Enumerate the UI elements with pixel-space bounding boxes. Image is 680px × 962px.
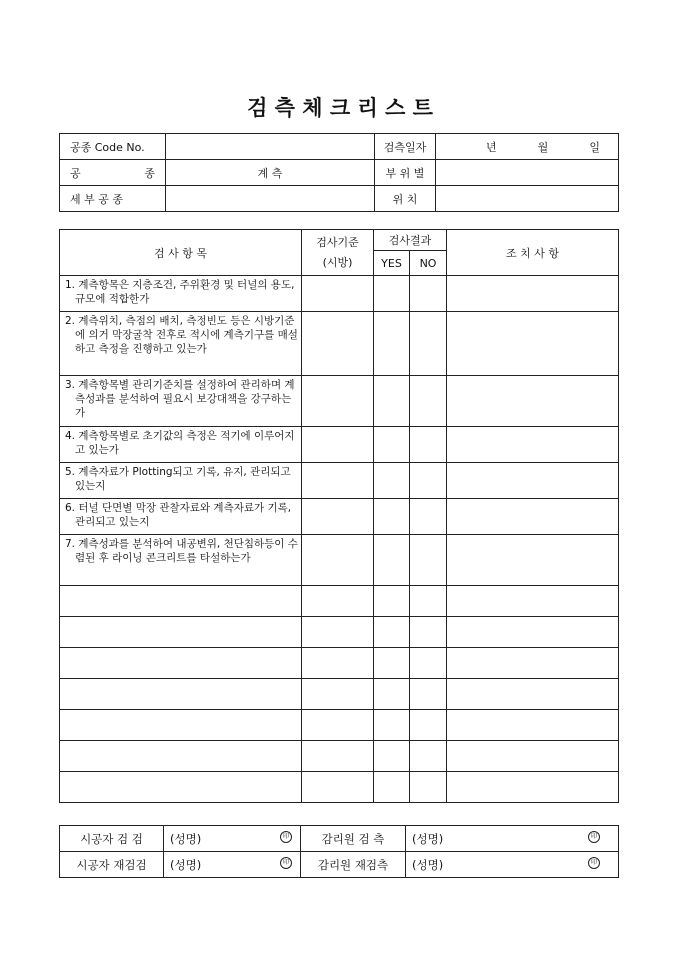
col-header-item: 검 사 항 목 [60, 230, 302, 276]
yes-cell[interactable] [374, 312, 410, 376]
yes-cell[interactable] [374, 463, 410, 499]
col-header-action: 조 치 사 항 [447, 230, 619, 276]
criteria-cell[interactable] [302, 463, 374, 499]
yes-cell[interactable] [374, 679, 410, 710]
yes-cell[interactable] [374, 535, 410, 586]
item-cell[interactable] [60, 679, 302, 710]
no-cell[interactable] [410, 535, 447, 586]
check-item-7: 7. 계측성과를 분석하여 내공변위, 천단침하등이 수렴된 후 라이닝 콘크리트를 타설하는가 [60, 535, 302, 586]
seal-icon: 印 [280, 831, 292, 843]
action-cell[interactable] [447, 427, 619, 463]
check-item-5: 5. 계측자료가 Plotting되고 기록, 유지, 관리되고 있는지 [60, 463, 302, 499]
name-placeholder: (성명) [170, 857, 202, 872]
action-cell[interactable] [447, 463, 619, 499]
yes-cell[interactable] [374, 772, 410, 803]
header-row-work-type [60, 160, 619, 186]
no-cell[interactable] [410, 679, 447, 710]
yes-cell[interactable] [374, 617, 410, 648]
supervisor-reinspector-label: 감리원 재검측 [301, 852, 406, 878]
no-cell[interactable] [410, 617, 447, 648]
location-label: 위 치 [375, 186, 436, 212]
item-cell[interactable] [60, 741, 302, 772]
action-cell[interactable] [447, 376, 619, 427]
contractor-reinspector-label: 시공자 재검검 [60, 852, 164, 878]
code-no-field[interactable] [166, 134, 375, 160]
table-row [60, 499, 619, 535]
yes-cell[interactable] [374, 586, 410, 617]
criteria-cell[interactable] [302, 499, 374, 535]
item-cell[interactable] [60, 710, 302, 741]
no-cell[interactable] [410, 312, 447, 376]
table-row-empty [60, 772, 619, 803]
table-row-empty [60, 741, 619, 772]
table-row [60, 463, 619, 499]
criteria-cell[interactable] [302, 679, 374, 710]
yes-cell[interactable] [374, 741, 410, 772]
table-row-empty [60, 710, 619, 741]
table-row [60, 276, 619, 312]
col-header-criteria: 검사기준 (시방) [302, 230, 374, 276]
signature-row-second [60, 852, 619, 878]
no-cell[interactable] [410, 463, 447, 499]
table-row [60, 312, 619, 376]
header-row-code [60, 134, 619, 160]
seal-icon: 印 [588, 831, 600, 843]
item-cell[interactable] [60, 617, 302, 648]
criteria-cell[interactable] [302, 312, 374, 376]
criteria-cell[interactable] [302, 376, 374, 427]
criteria-cell[interactable] [302, 772, 374, 803]
name-placeholder: (성명) [412, 857, 444, 872]
no-cell[interactable] [410, 772, 447, 803]
table-row [60, 427, 619, 463]
checklist-table [59, 229, 619, 803]
yes-cell[interactable] [374, 499, 410, 535]
contractor-reinspector-name-field[interactable] [164, 852, 301, 878]
yes-cell[interactable] [374, 276, 410, 312]
no-cell[interactable] [410, 427, 447, 463]
inspection-date-label: 검측일자 [375, 134, 436, 160]
header-info-table [59, 133, 619, 212]
yes-cell[interactable] [374, 376, 410, 427]
action-cell[interactable] [447, 276, 619, 312]
action-cell[interactable] [447, 312, 619, 376]
inspection-date-field[interactable] [436, 134, 619, 160]
action-cell[interactable] [447, 499, 619, 535]
no-cell[interactable] [410, 741, 447, 772]
criteria-cell[interactable] [302, 535, 374, 586]
criteria-cell[interactable] [302, 427, 374, 463]
criteria-cell[interactable] [302, 648, 374, 679]
table-row-empty [60, 617, 619, 648]
col-header-yes: YES [374, 251, 410, 276]
no-cell[interactable] [410, 648, 447, 679]
code-no-label: 공종 Code No. [60, 134, 166, 160]
item-cell[interactable] [60, 772, 302, 803]
criteria-cell[interactable] [302, 276, 374, 312]
detail-work-type-label: 세 부 공 종 [60, 186, 166, 212]
supervisor-reinspector-name-field[interactable] [406, 852, 619, 878]
date-day-label: 일 [589, 140, 600, 154]
no-cell[interactable] [410, 710, 447, 741]
action-cell[interactable] [447, 741, 619, 772]
work-type-field[interactable]: 계 측 [166, 160, 375, 186]
name-placeholder: (성명) [170, 831, 202, 846]
date-month-label: 월 [537, 140, 549, 154]
item-cell[interactable] [60, 648, 302, 679]
table-row-empty [60, 586, 619, 617]
work-type-label: 공 종 [60, 160, 166, 186]
criteria-cell[interactable] [302, 710, 374, 741]
action-cell[interactable] [447, 617, 619, 648]
location-field[interactable] [436, 186, 619, 212]
part-field[interactable] [436, 160, 619, 186]
check-item-6: 6. 터널 단면별 막장 관찰자료와 계측자료가 기록, 관리되고 있는지 [60, 499, 302, 535]
contractor-inspector-name-field[interactable] [164, 826, 301, 852]
no-cell[interactable] [410, 586, 447, 617]
date-year-label: 년 [486, 140, 497, 154]
page-title: 검 측 체 크 리 스 트 [247, 95, 433, 120]
action-cell[interactable] [447, 535, 619, 586]
yes-cell[interactable] [374, 427, 410, 463]
yes-cell[interactable] [374, 648, 410, 679]
no-cell[interactable] [410, 376, 447, 427]
no-cell[interactable] [410, 499, 447, 535]
action-cell[interactable] [447, 710, 619, 741]
table-row-empty [60, 679, 619, 710]
seal-icon: 印 [280, 857, 292, 869]
action-cell[interactable] [447, 679, 619, 710]
name-placeholder: (성명) [412, 831, 444, 846]
no-cell[interactable] [410, 276, 447, 312]
seal-icon: 印 [588, 857, 600, 869]
col-header-no: NO [410, 251, 447, 276]
signature-table [59, 825, 619, 878]
check-item-3: 3. 계측항목별 관리기준치를 설정하여 관리하며 계측성과를 분석하여 필요시 보강대책을 강구하는가 [60, 376, 302, 427]
col-header-result: 검사결과 [374, 230, 447, 251]
yes-cell[interactable] [374, 710, 410, 741]
detail-work-type-field[interactable] [166, 186, 375, 212]
table-row [60, 535, 619, 586]
criteria-cell[interactable] [302, 617, 374, 648]
header-row-detail [60, 186, 619, 212]
check-item-1: 1. 계측항목은 지층조건, 주위환경 및 터널의 용도, 규모에 적합한가 [60, 276, 302, 312]
action-cell[interactable] [447, 772, 619, 803]
action-cell[interactable] [447, 586, 619, 617]
table-row-empty [60, 648, 619, 679]
part-label: 부 위 별 [375, 160, 436, 186]
check-item-2: 2. 계측위치, 측점의 배치, 측정빈도 등은 시방기준에 의거 막장굴착 전후로 적시에 계측기구를 매설하고 측정을 진행하고 있는가 [60, 312, 302, 376]
check-item-4: 4. 계측항목별로 초기값의 측정은 적기에 이루어지고 있는가 [60, 427, 302, 463]
item-cell[interactable] [60, 586, 302, 617]
contractor-inspector-label: 시공자 검 검 [60, 826, 164, 852]
supervisor-inspector-name-field[interactable] [406, 826, 619, 852]
criteria-cell[interactable] [302, 586, 374, 617]
criteria-cell[interactable] [302, 741, 374, 772]
signature-row-first [60, 826, 619, 852]
action-cell[interactable] [447, 648, 619, 679]
supervisor-inspector-label: 감리원 검 측 [301, 826, 406, 852]
table-row [60, 376, 619, 427]
